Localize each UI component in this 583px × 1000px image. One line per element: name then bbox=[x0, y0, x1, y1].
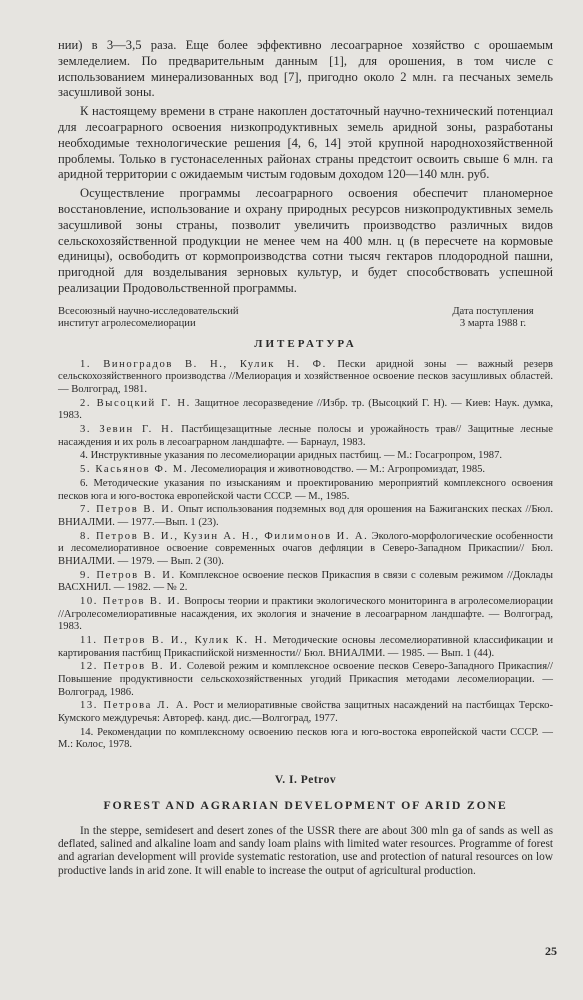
reference-text: 6. Методические указания по изысканиям и проектированию мероприятий комплексного освоения песков юга и юго-востока европейской части СССР. — М., 1985. bbox=[58, 478, 553, 502]
reference-item bbox=[58, 727, 553, 752]
article-signature bbox=[58, 306, 553, 331]
received-value: 3 марта 1988 г. bbox=[459, 318, 527, 330]
english-title: FOREST AND AGRARIAN DEVELOPMENT OF ARID ZONE bbox=[103, 798, 508, 812]
body-paragraph-1: нии) в 3—3,5 раза. Еще более эффективно лесоаграрное хозяйство с орошаемым земледелием. По предварительным данным [1], для орошения, в том числе с использованием минерализованных вод [7], пригодно около 2 млн. га песчаных земель засушливой зоны. bbox=[58, 38, 553, 100]
reference-author: 11. Петров В. И., Кулик К. Н. bbox=[80, 635, 269, 647]
reference-text: Опыт использования подземных вод для орошения на Бажиганских песках //Бюл. ВНИАЛМИ. — 1977.—Вып. 1 (23). bbox=[58, 504, 553, 528]
reference-item bbox=[58, 531, 553, 569]
reference-author: 1. Виноградов В. Н., Кулик Н. Ф. bbox=[80, 358, 327, 370]
reference-item bbox=[58, 596, 553, 634]
reference-author: 7. Петров В. И. bbox=[80, 504, 175, 516]
reference-text: Методические основы лесомелиоративной классификации и картирования пастбищ Прикаспийской низменности// Бюл. ВНИАЛМИ. — 1985. — Вып. 1 (44). bbox=[58, 635, 553, 659]
reference-text: Рост и мелиоративные свойства защитных насаждений на пастбищах Терско-Кумского междуречья: Автореф. канд. дис.—Волгоград, 1977. bbox=[58, 700, 553, 725]
reference-author: 5. Касьянов Ф. М. bbox=[80, 464, 189, 476]
reference-list bbox=[58, 359, 553, 752]
reference-author: 12. Петров В. И. bbox=[80, 661, 184, 673]
institute-line-1: Всесоюзный научно-исследовательский bbox=[58, 305, 239, 317]
reference-author: 2. Высоцкий Г. Н. bbox=[80, 397, 191, 409]
reference-text: Эколого-морфологические особенности и лесомелиоративное освоение современных очагов дефляции в Северо-Западном Прикаспии// Бюл. ВНИАЛМИ. — 1979. — Вып. 2 (30). bbox=[58, 530, 554, 567]
page-number: 25 bbox=[545, 944, 557, 958]
reference-item bbox=[58, 635, 553, 660]
body-paragraph-3: Осуществление программы лесоаграрного освоения обеспечит планомерное восстановление, использование и охрану природных ресурсов низкопродуктивных земель засушливой зоны страны, позволит увеличить производство различных видов сельскохозяйственной продукции не менее чем на 400 млн. ц (в пересчете на кормовые единицы), освободить от кормопроизводства сотни тысяч гектаров плодородной пашни, пригодной для возделывания зерновых культур, и будет способствовать успешной реализации Продовольственной программы. bbox=[58, 186, 553, 295]
reference-item bbox=[58, 504, 553, 529]
reference-item bbox=[58, 464, 553, 477]
reference-text: Солевой режим и комплексное освоение песков Северо-Западного Прикаспия//Повышение продуктивности сельскохозяйственных угодий Прикаспия методами лесомелиорации. — Волгоград, 1986. bbox=[58, 661, 553, 698]
reference-text: Комплексное освоение песков Прикаспия в связи с солевым режимом //Доклады ВАСХНИЛ. — 1982. — № 2. bbox=[58, 569, 553, 594]
reference-text: 14. Рекомендации по комплексному освоению песков юга и юго-востока европейской части СССР. — М.: Колос, 1978. bbox=[58, 726, 553, 751]
literature-heading: ЛИТЕРАТУРА bbox=[254, 337, 357, 350]
reference-item bbox=[58, 424, 553, 449]
reference-item bbox=[58, 359, 553, 397]
english-author: V. I. Petrov bbox=[274, 774, 337, 786]
reference-text: 4. Инструктивные указания по лесомелиорации аридных пастбищ. — М.: Госагропром, 1987. bbox=[80, 450, 503, 462]
reference-author: 8. Петров В. И., Кузин А. Н., Филимонов И. А. bbox=[80, 530, 369, 542]
body-paragraph-2: К настоящему времени в стране накоплен достаточный научно-технический потенциал для лесоаграрного освоения низкопродуктивных земель аридной зоны, разработаны необходимые технологические решения [4, 6, 14] этой крупной народнохозяйственной проблемы. Только в густонаселенных районах страны предстоит освоить свыше 6 млн. га аридной территории с ожидаемым чистым годовым доходом 120—140 млн. руб. bbox=[58, 104, 553, 182]
english-abstract: In the steppe, semidesert and desert zones of the USSR there are about 300 mln ga of sands as well as deflated, salined and alkaline loam and sandy loam plains with limited water resources. Programme of forest and agrarian development will provide systematic restoration, use and protection of natural resources on low productive lands in arid zone. It will enable to increase the output of agricultural production. bbox=[58, 825, 553, 877]
reference-item bbox=[58, 398, 553, 423]
reference-text: Пески аридной зоны — важный резерв сельскохозяйственного производства //Мелиорация и хозяйственное освоение песков засушливых областей. — Волгоград, 1981. bbox=[58, 358, 553, 395]
reference-item bbox=[58, 661, 553, 699]
reference-item bbox=[58, 700, 553, 725]
institute-line-2: институт агролесомелиорации bbox=[58, 318, 196, 330]
reference-item bbox=[58, 570, 553, 595]
reference-author: 9. Петров В. И. bbox=[80, 569, 176, 581]
reference-text: Вопросы теории и практики экологического мониторинга в агролесомелиорации //Агролесомелиоративные насаждения, их экология и значение в лесоаграрном ландшафте. — Волгоград, 1983. bbox=[58, 596, 553, 633]
received-label: Дата поступления bbox=[452, 305, 534, 317]
reference-author: 13. Петрова Л. А. bbox=[80, 700, 190, 712]
reference-author: 10. Петров В. И. bbox=[80, 596, 182, 608]
reference-text: Лесомелиорация и животноводство. — М.: Агропромиздат, 1985. bbox=[188, 464, 486, 476]
reference-author: 3. Зевин Г. Н. bbox=[80, 424, 175, 436]
received-date bbox=[433, 306, 553, 331]
reference-item bbox=[58, 478, 553, 503]
reference-text: Пастбищезащитные лесные полосы и урожайность трав// Защитные лесные насаждения и их роль в лесоаграрном ландшафте. — Барнаул, 1983. bbox=[58, 424, 553, 448]
reference-text: Защитное лесоразведение //Избр. тр. (Высоцкий Г. Н). — Киев: Наук. думка, 1983. bbox=[58, 397, 553, 422]
institute-affiliation bbox=[58, 306, 298, 331]
reference-item bbox=[58, 450, 553, 463]
